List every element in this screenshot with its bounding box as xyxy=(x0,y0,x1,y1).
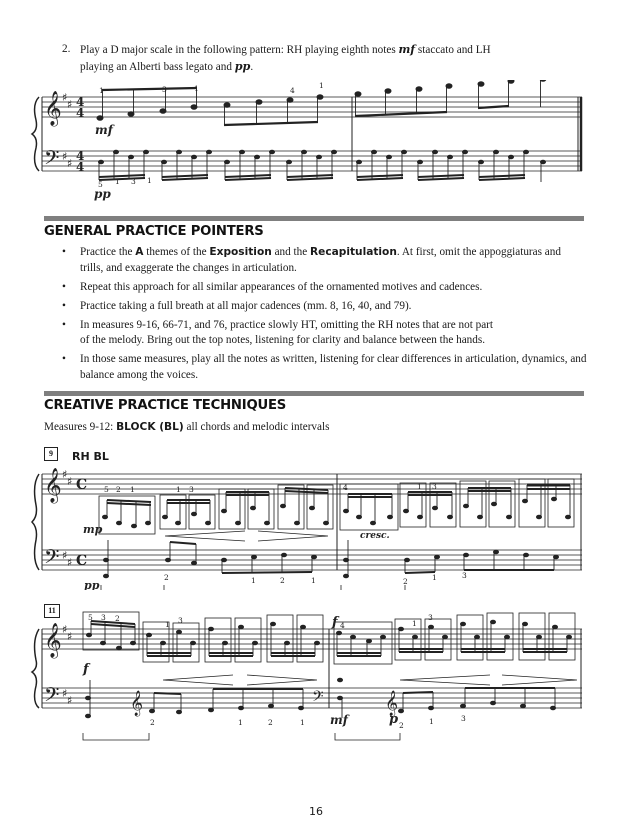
svg-text:pp: pp xyxy=(84,579,100,590)
exercise-text-part1: Play a D major scale in the following pattern: RH playing eighth notes xyxy=(80,44,399,56)
svg-text:2: 2 xyxy=(280,576,285,585)
svg-text:3: 3 xyxy=(131,177,136,186)
svg-text:p: p xyxy=(389,712,399,727)
exercise-text-line2-part2: . xyxy=(250,61,254,73)
svg-text:♯: ♯ xyxy=(62,687,68,700)
svg-text:4: 4 xyxy=(76,95,85,109)
dynamic-mf: mf xyxy=(95,123,113,137)
section-heading-general-practice-pointers: GENERAL PRACTICE POINTERS xyxy=(44,224,264,239)
svg-text:4: 4 xyxy=(343,483,348,492)
exercise-number: 2. xyxy=(62,43,71,55)
svg-text:1: 1 xyxy=(311,576,316,585)
svg-text:1: 1 xyxy=(300,718,305,727)
svg-text:1: 1 xyxy=(412,619,417,628)
svg-text:♯: ♯ xyxy=(62,91,68,104)
svg-text:♯: ♯ xyxy=(67,694,73,707)
dynamic-pp: pp xyxy=(234,59,251,73)
svg-text:1: 1 xyxy=(165,620,170,629)
svg-text:1: 1 xyxy=(238,718,243,727)
brace-icon xyxy=(32,97,39,171)
svg-text:♯: ♯ xyxy=(62,468,68,481)
bass-clef-change-icon: 𝄢 xyxy=(312,688,324,709)
music-score-d-major-scale xyxy=(0,80,632,210)
bass-clef-icon: 𝄢 xyxy=(44,545,60,573)
svg-text:4: 4 xyxy=(76,106,85,120)
svg-text:3: 3 xyxy=(461,714,466,723)
svg-text:3: 3 xyxy=(162,85,167,94)
svg-text:3: 3 xyxy=(462,571,467,580)
svg-text:3: 3 xyxy=(189,485,194,494)
svg-text:f: f xyxy=(332,615,338,630)
brace-icon xyxy=(32,629,39,708)
svg-text:C: C xyxy=(76,553,88,569)
section-heading-creative-practice-techniques: CREATIVE PRACTICE TECHNIQUES xyxy=(44,398,287,413)
measure-number-box: 11 xyxy=(44,604,60,618)
svg-text:2: 2 xyxy=(164,573,169,582)
svg-text:4: 4 xyxy=(76,160,85,174)
treble-clef-change-icon: 𝄞 xyxy=(385,691,399,716)
rh-bl-label: RH BL xyxy=(72,450,109,463)
svg-text:3: 3 xyxy=(101,613,106,622)
svg-text:1: 1 xyxy=(251,576,256,585)
svg-text:cresc.: cresc. xyxy=(360,531,390,541)
svg-text:2: 2 xyxy=(268,718,273,727)
svg-text:1: 1 xyxy=(115,177,120,186)
treble-clef-icon: 𝄞 xyxy=(44,468,62,503)
svg-text:♯: ♯ xyxy=(62,623,68,636)
practice-pointers-list xyxy=(62,245,587,387)
svg-text:4: 4 xyxy=(340,621,345,630)
treble-clef-icon: 𝄞 xyxy=(44,623,62,658)
list-item: • Repeat this approach for all similar appearances of the ornamented motives and cadences. xyxy=(62,280,587,296)
svg-text:♯: ♯ xyxy=(62,150,68,163)
svg-text:1: 1 xyxy=(429,717,434,726)
svg-text:♯: ♯ xyxy=(67,475,73,488)
svg-text:♯: ♯ xyxy=(67,157,73,170)
fingering: 1 xyxy=(99,86,104,95)
dynamic-mf: mf xyxy=(398,42,416,56)
svg-text:mp: mp xyxy=(83,523,103,536)
svg-text:2: 2 xyxy=(403,577,408,586)
svg-text:♯: ♯ xyxy=(67,556,73,569)
exercise-text-part2: staccato and LH xyxy=(415,44,491,56)
svg-text:1: 1 xyxy=(147,176,152,185)
svg-text:3: 3 xyxy=(428,613,433,622)
section-rule xyxy=(44,216,584,221)
svg-text:1: 1 xyxy=(319,81,324,90)
exercise-text xyxy=(80,41,580,75)
list-item: • In those same measures, play all the notes as written, listening for clear differences in articulation, dynamics, and balance among the voices. xyxy=(62,352,587,383)
svg-text:4: 4 xyxy=(290,86,295,95)
music-score-measures-9-10 xyxy=(0,460,632,590)
svg-text:1: 1 xyxy=(432,573,437,582)
list-item: • In measures 9-16, 66-71, and 76, practice slowly HT, omitting the RH notes that are not part of the melody. Bring out the top notes, listening for clarity and balance between the hands. xyxy=(62,318,587,349)
svg-text:♯: ♯ xyxy=(62,549,68,562)
svg-text:2: 2 xyxy=(399,721,404,730)
list-item: • Practice the A themes of the Exposition and the Recapitulation. At first, omit the appoggiaturas and trills, and exaggerate the changes in articulation. xyxy=(62,245,587,276)
svg-text:1: 1 xyxy=(194,84,199,93)
treble-clef-change-icon: 𝄞 xyxy=(130,691,144,716)
svg-text:2: 2 xyxy=(115,614,120,623)
section-rule xyxy=(44,391,584,396)
svg-text:♯: ♯ xyxy=(67,98,73,111)
creative-subtitle: Measures 9-12: BLOCK (BL) all chords and melodic intervals xyxy=(44,421,330,433)
music-score-measures-11-12 xyxy=(0,610,632,770)
brace-icon xyxy=(32,474,39,570)
svg-text:C: C xyxy=(76,477,88,493)
list-item: • Practice taking a full breath at all major cadences (mm. 8, 16, 40, and 79). xyxy=(62,299,587,315)
page-number: 16 xyxy=(309,805,323,818)
svg-text:1: 1 xyxy=(130,485,135,494)
svg-text:2: 2 xyxy=(116,485,121,494)
svg-text:3: 3 xyxy=(178,616,183,625)
svg-text:3: 3 xyxy=(432,482,437,491)
svg-text:5: 5 xyxy=(104,485,109,494)
treble-clef-icon: 𝄞 xyxy=(44,91,62,126)
svg-text:4: 4 xyxy=(76,149,85,163)
svg-text:5: 5 xyxy=(98,180,103,189)
measure-number-box: 9 xyxy=(44,447,58,461)
exercise-text-line2-part1: playing an Alberti bass legato and xyxy=(80,61,235,73)
bass-clef-icon: 𝄢 xyxy=(44,683,60,711)
svg-text:f: f xyxy=(83,662,89,677)
svg-text:2: 2 xyxy=(150,718,155,727)
svg-text:1: 1 xyxy=(417,482,422,491)
bass-clef-icon: 𝄢 xyxy=(44,146,60,174)
svg-text:mf: mf xyxy=(330,713,348,727)
dynamic-pp: pp xyxy=(94,187,111,201)
svg-text:♯: ♯ xyxy=(67,630,73,643)
svg-text:1: 1 xyxy=(176,485,181,494)
svg-text:5: 5 xyxy=(88,613,93,622)
